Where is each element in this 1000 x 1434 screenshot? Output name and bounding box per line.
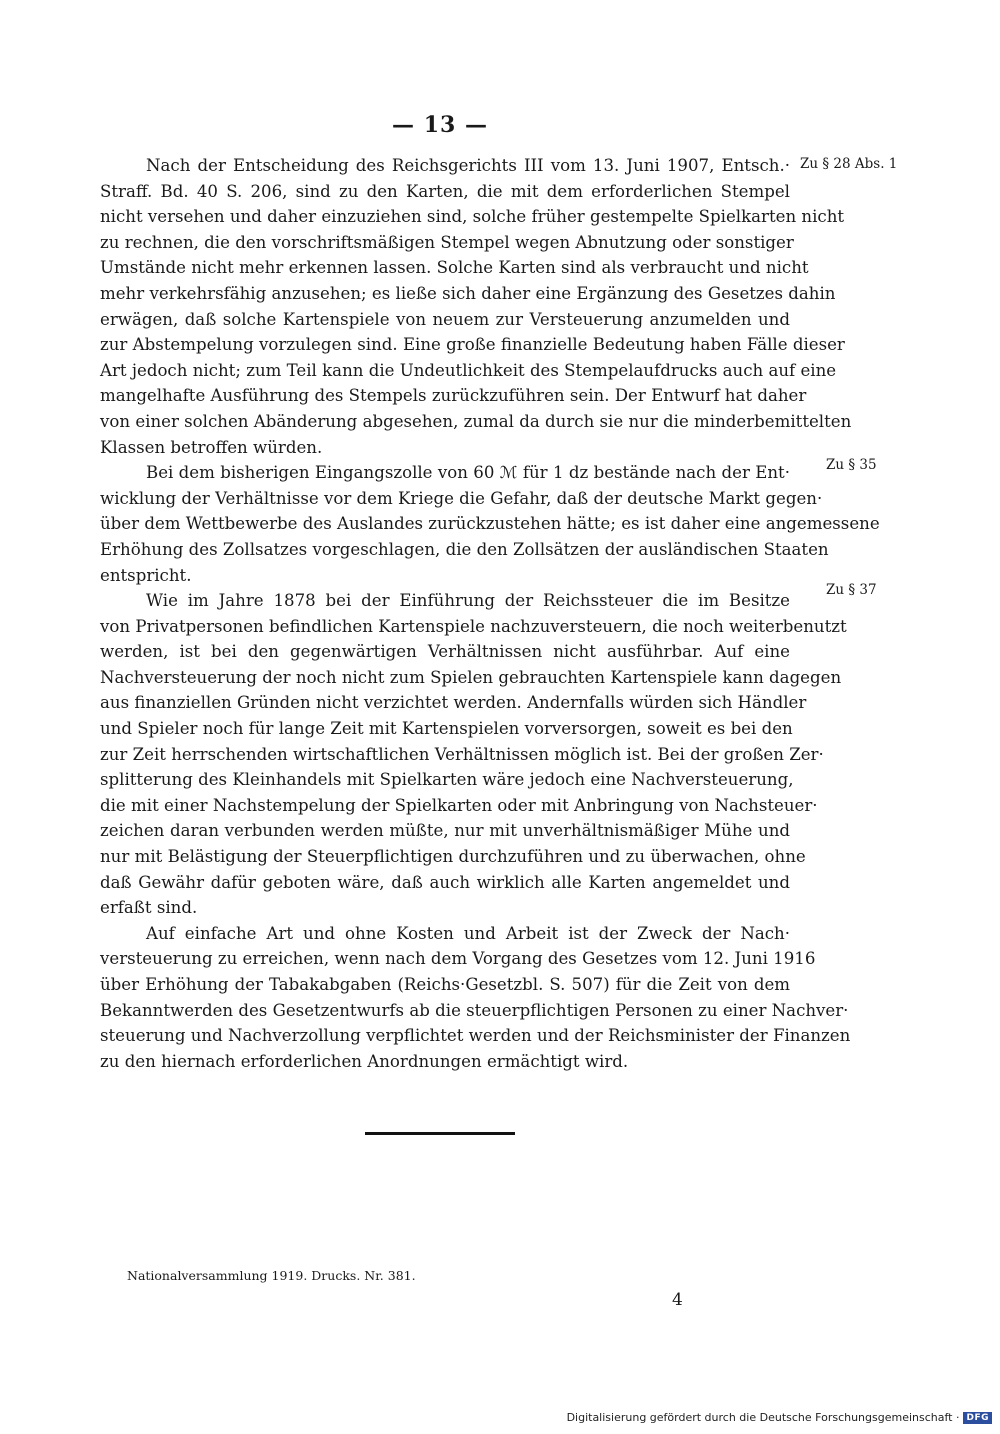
margin-note-para-2: Zu § 35 [826, 457, 877, 473]
text-line: nur mit Belästigung der Steuerpflichtigen durchzuführen und zu überwachen, ohne [100, 847, 806, 867]
text-line: wicklung der Verhältnisse vor dem Kriege die Gefahr, daß der deutsche Markt gegen· [100, 488, 823, 508]
text-line: entspricht. [100, 565, 192, 585]
text-line: zur Abstempelung vorzulegen sind. Eine große finanzielle Bedeutung haben Fälle dieser [100, 335, 845, 355]
text-line: aus finanziellen Gründen nicht verzichtet werden. Andernfalls würden sich Händler [100, 693, 807, 713]
signature-number: 4 [672, 1290, 683, 1310]
margin-note-para-1: Zu § 28 Abs. 1 [800, 156, 898, 172]
text-line: über Erhöhung der Tabakabgaben (Reichs·Gesetzbl. S. 507) für die Zeit von dem [100, 975, 790, 994]
text-line: und Spieler noch für lange Zeit mit Kartenspielen vorversorgen, soweit es bei den [100, 719, 793, 739]
text-line: Wie im Jahre 1878 bei der Einführung der Reichssteuer die im Besitze [146, 591, 790, 611]
text-line: daß Gewähr dafür geboten wäre, daß auch wirklich alle Karten angemeldet und [100, 872, 790, 892]
text-line: zeichen daran verbunden werden müßte, nur mit unverhältnismäßiger Mühe und [100, 821, 790, 841]
text-line: mangelhafte Ausführung des Stempels zurückzuführen sein. Der Entwurf hat daher [100, 386, 807, 406]
text-line: über dem Wettbewerbe des Auslandes zurückzustehen hätte; es ist daher eine angemessene [100, 514, 880, 534]
text-line: zu den hiernach erforderlichen Anordnungen ermächtigt wird. [100, 1051, 629, 1071]
dfg-logo: DFG [963, 1412, 992, 1424]
text-line: Straff. Bd. 40 S. 206, sind zu den Karten, die mit dem erforderlichen Stempel [100, 181, 790, 201]
text-line: von einer solchen Abänderung abgesehen, zumal da durch sie nur die minderbemittelten [100, 411, 852, 431]
paragraph-4 [100, 921, 851, 1075]
text-line: Klassen betroffen würden. [100, 437, 323, 457]
text-line: von Privatpersonen befindlichen Kartenspiele nachzuversteuern, die noch weiterbenutzt [100, 616, 847, 636]
text-line: steuerung und Nachverzollung verpflichtet werden und der Reichsminister der Finanzen [100, 1026, 851, 1046]
digitization-credit [567, 1411, 992, 1424]
text-line: Auf einfache Art und ohne Kosten und Arbeit ist der Zweck der Nach· [146, 923, 790, 943]
text-line: nicht versehen und daher einzuziehen sind, solche früher gestempelte Spielkarten nicht [100, 207, 845, 227]
digitization-credit-text: Digitalisierung gefördert durch die Deutsche Forschungsgemeinschaft · [566, 1411, 960, 1424]
text-line: zu rechnen, die den vorschriftsmäßigen Stempel wegen Abnutzung oder sonstiger [100, 232, 794, 252]
text-line: Nachversteuerung der noch nicht zum Spielen gebrauchten Kartenspiele kann dagegen [100, 667, 842, 687]
text-line: mehr verkehrsfähig anzusehen; es ließe sich daher eine Ergänzung des Gesetzes dahin [100, 283, 836, 303]
text-line: Bekanntwerden des Gesetzentwurfs ab die steuerpflichtigen Personen zu einer Nachver· [100, 1000, 849, 1020]
text-line: Art jedoch nicht; zum Teil kann die Undeutlichkeit des Stempelaufdrucks auch auf eine [100, 360, 837, 380]
text-line: Umstände nicht mehr erkennen lassen. Solche Karten sind als verbraucht und nicht [100, 258, 809, 278]
text-line: erfaßt sind. [100, 898, 198, 918]
text-line: werden, ist bei den gegenwärtigen Verhältnissen nicht ausführbar. Auf eine [100, 642, 790, 662]
text-line: Bei dem bisherigen Eingangszolle von 60 ℳ für 1 dz bestände nach der Ent· [146, 463, 790, 483]
margin-note-para-3: Zu § 37 [826, 582, 877, 598]
text-line: Erhöhung des Zollsatzes vorgeschlagen, die den Zollsätzen der ausländischen Staaten [100, 539, 829, 559]
print-reference: Nationalversammlung 1919. Drucks. Nr. 381. [127, 1268, 416, 1283]
text-line: Nach der Entscheidung des Reichsgerichts III vom 13. Juni 1907, Entsch.· [146, 156, 790, 175]
text-line: zur Zeit herrschenden wirtschaftlichen Verhältnissen möglich ist. Bei der großen Zer· [100, 744, 824, 764]
text-line: die mit einer Nachstempelung der Spielkarten oder mit Anbringung von Nachsteuer· [100, 795, 818, 815]
text-line: versteuerung zu erreichen, wenn nach dem Vorgang des Gesetzes vom 12. Juni 1916 [100, 949, 816, 969]
paragraph-3 [100, 588, 847, 921]
text-line: splitterung des Kleinhandels mit Spielkarten wäre jedoch eine Nachversteuerung, [100, 770, 794, 790]
text-line: erwägen, daß solche Kartenspiele von neuem zur Versteuerung anzumelden und [100, 309, 790, 329]
end-rule [365, 1132, 515, 1135]
page-number: — 13 — [392, 112, 488, 138]
